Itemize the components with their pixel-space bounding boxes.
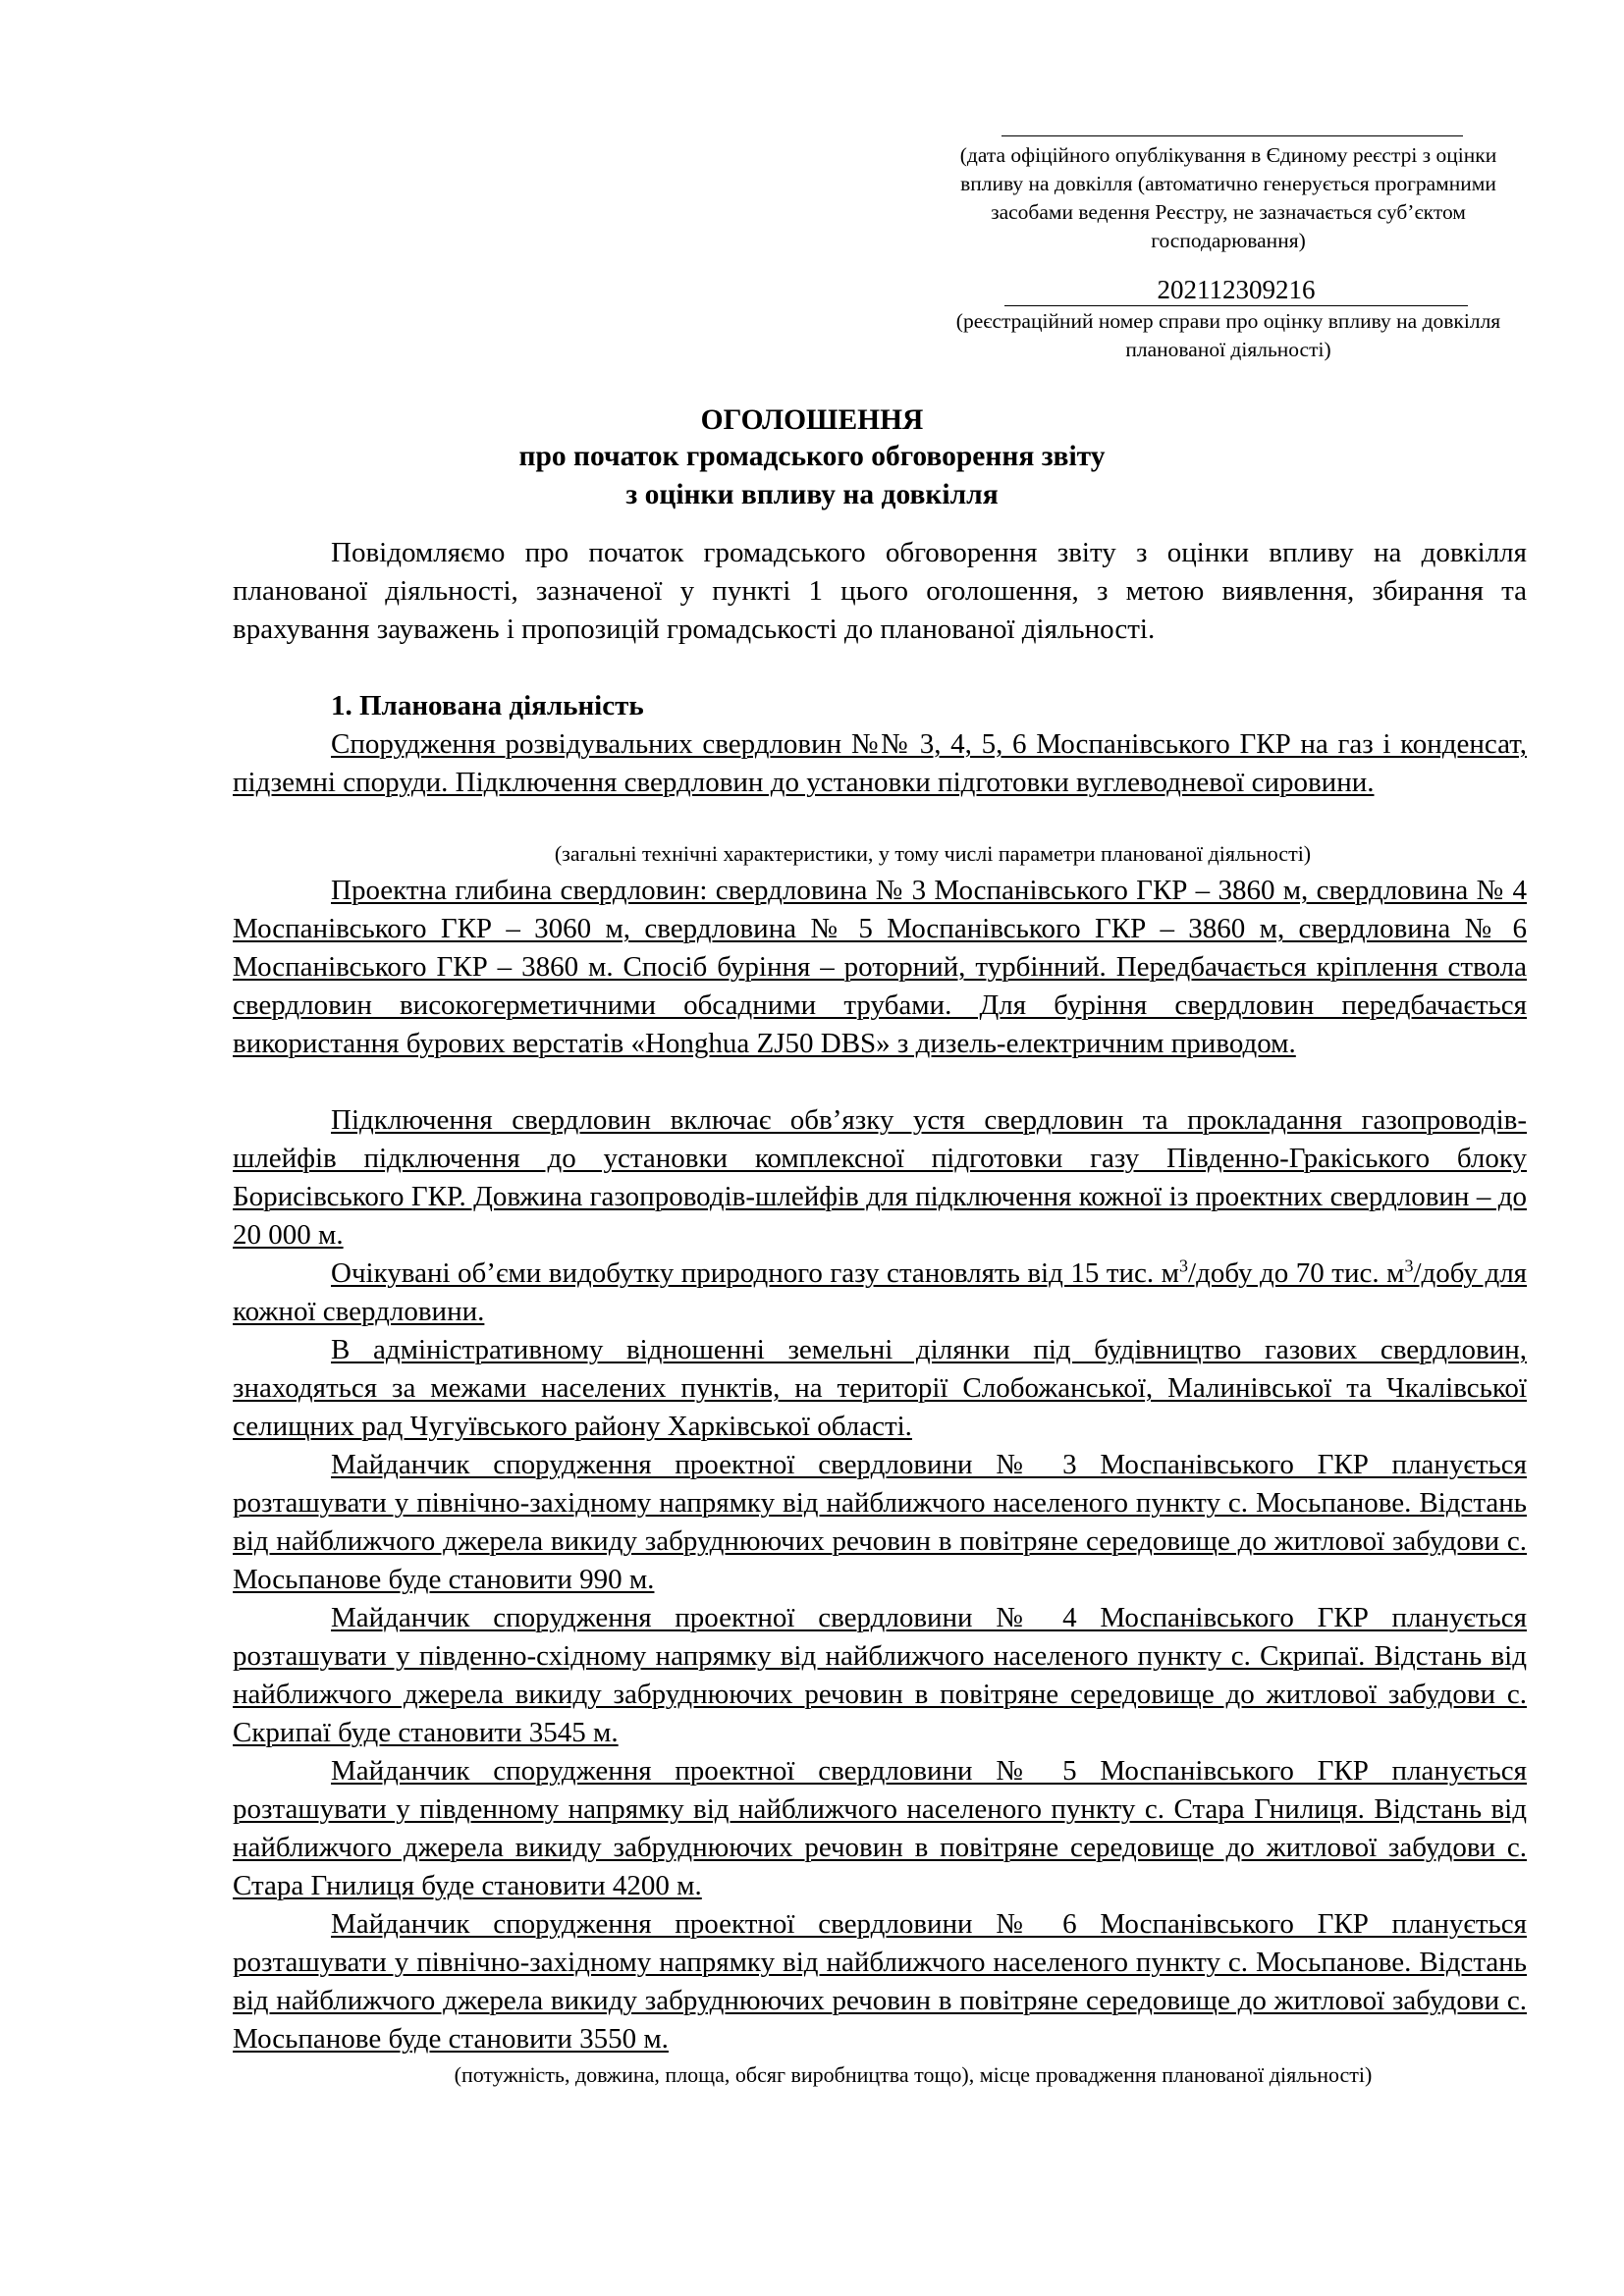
well-6-site-paragraph: Майданчик спорудження проектної свердловини № 6 Моспанівського ГКР планується розташувати у північно-західному напрямку від найближчого населеного пункту с. Мосьпанове. Відстань від найближчого джерела викиду забруднюючих речовин в повітряне середовище до житлової забудови с. Мосьпанове буде становити 3550 м.: [233, 1908, 1527, 2055]
document-subtitle-line-2: з оцінки впливу на довкілля: [625, 479, 999, 510]
publication-date-note: (дата офіційного опублікування в Єдиному реєстрі з оцінки впливу на довкілля (автоматично генерується програмними засобами ведення Реєстру, не зазначається суб’єктом господарювання): [959, 143, 1497, 252]
gas-volume-paragraph: [233, 1255, 1527, 1331]
planned-activity-text: Спорудження розвідувальних свердловин №№ 3, 4, 5, 6 Моспанівського ГКР на газ і конденсат, підземні споруди. Підключення свердловин до установки підготовки вуглеводневої сировини.: [233, 728, 1527, 798]
document-title: ОГОЛОШЕННЯ: [700, 404, 924, 436]
well-4-site-paragraph: Майданчик спорудження проектної свердловини № 4 Моспанівського ГКР планується розташувати у південно-східному напрямку від найближчого населеного пункту с. Скрипаї. Відстань від найближчого джерела викиду забруднюючих речовин в повітряне середовище до житлової забудови с. Скрипаї буде становити 3545 м.: [233, 1602, 1527, 1748]
cubic-superscript-2: 3: [1404, 1255, 1414, 1276]
gas-volume-text-b: /добу до 70 тис. м: [1188, 1257, 1405, 1289]
well-5-site-paragraph: Майданчик спорудження проектної свердловини № 5 Моспанівського ГКР планується розташувати у південному напрямку від найближчого населеного пункту с. Стара Гнилиця. Відстань від найближчого джерела викиду забруднюючих речовин в повітряне середовище до житлової забудови с. Стара Гнилиця буде становити 4200 м.: [233, 1755, 1527, 1901]
section-1-heading: 1. Планована діяльність: [331, 690, 644, 721]
technical-characteristics-caption: (загальні технічні характеристики, у тому числі параметри планованої діяльності): [554, 841, 1312, 866]
publication-date-line: [1001, 135, 1463, 136]
well-depth-paragraph: Проектна глибина свердловин: свердловина № 3 Моспанівського ГКР – 3860 м, свердловина № 4 Моспанівського ГКР – 3060 м, свердловина № 5 Моспанівського ГКР – 3860 м, свердловина № 6 Моспанівського ГКР – 3860 м. Спосіб буріння – роторний, турбінний. Передбачається кріплення ствола свердловин високогерметичними обсадними трубами. Для буріння свердловин передбачається використання бурових верстатів «Honghua ZJ50 DBS» з дизель-електричним приводом.: [233, 875, 1527, 1059]
intro-paragraph: Повідомляємо про початок громадського обговорення звіту з оцінки впливу на довкілля планованої діяльності, зазначеної у пункті 1 цього оголошення, з метою виявлення, збирання та врахування зауважень і пропозицій громадськості до планованої діяльності.: [233, 537, 1527, 645]
registration-number: 202112309216: [1004, 274, 1468, 306]
well-3-site-paragraph: Майданчик спорудження проектної свердловини № 3 Моспанівського ГКР планується розташувати у північно-західному напрямку від найближчого населеного пункту с. Мосьпанове. Відстань від найближчого джерела викиду забруднюючих речовин в повітряне середовище до житлової забудови с. Мосьпанове буде становити 990 м.: [233, 1449, 1527, 1595]
administrative-location-paragraph: В адміністративному відношенні земельні ділянки під будівництво газових свердловин, знаходяться за межами населених пунктів, на території Слобожанської, Малинівської та Чкалівської селищних рад Чугуївського району Харківської області.: [233, 1334, 1527, 1442]
registration-number-note: (реєстраційний номер справи про оцінку впливу на довкілля планованої діяльності): [955, 309, 1501, 361]
cubic-superscript-1: 3: [1179, 1255, 1189, 1276]
document-subtitle-line-1: про початок громадського обговорення звіту: [518, 441, 1106, 472]
gas-volume-text-a: Очікувані об’єми видобутку природного газу становлять від 15 тис. м: [331, 1257, 1180, 1289]
capacity-location-caption: (потужність, довжина, площа, обсяг виробництва тощо), місце провадження планованої діяльності): [454, 2062, 1373, 2087]
gas-volume-text-c: /добу для кожної свердловини.: [233, 1257, 1528, 1327]
well-connection-paragraph: Підключення свердловин включає обв’язку устя свердловин та прокладання газопроводів-шлейфів підключення до установки комплексної підготовки газу Південно-Гракіського блоку Борисівського ГКР. Довжина газопроводів-шлейфів для підключення кожної із проектних свердловин – до 20 000 м.: [233, 1104, 1527, 1251]
